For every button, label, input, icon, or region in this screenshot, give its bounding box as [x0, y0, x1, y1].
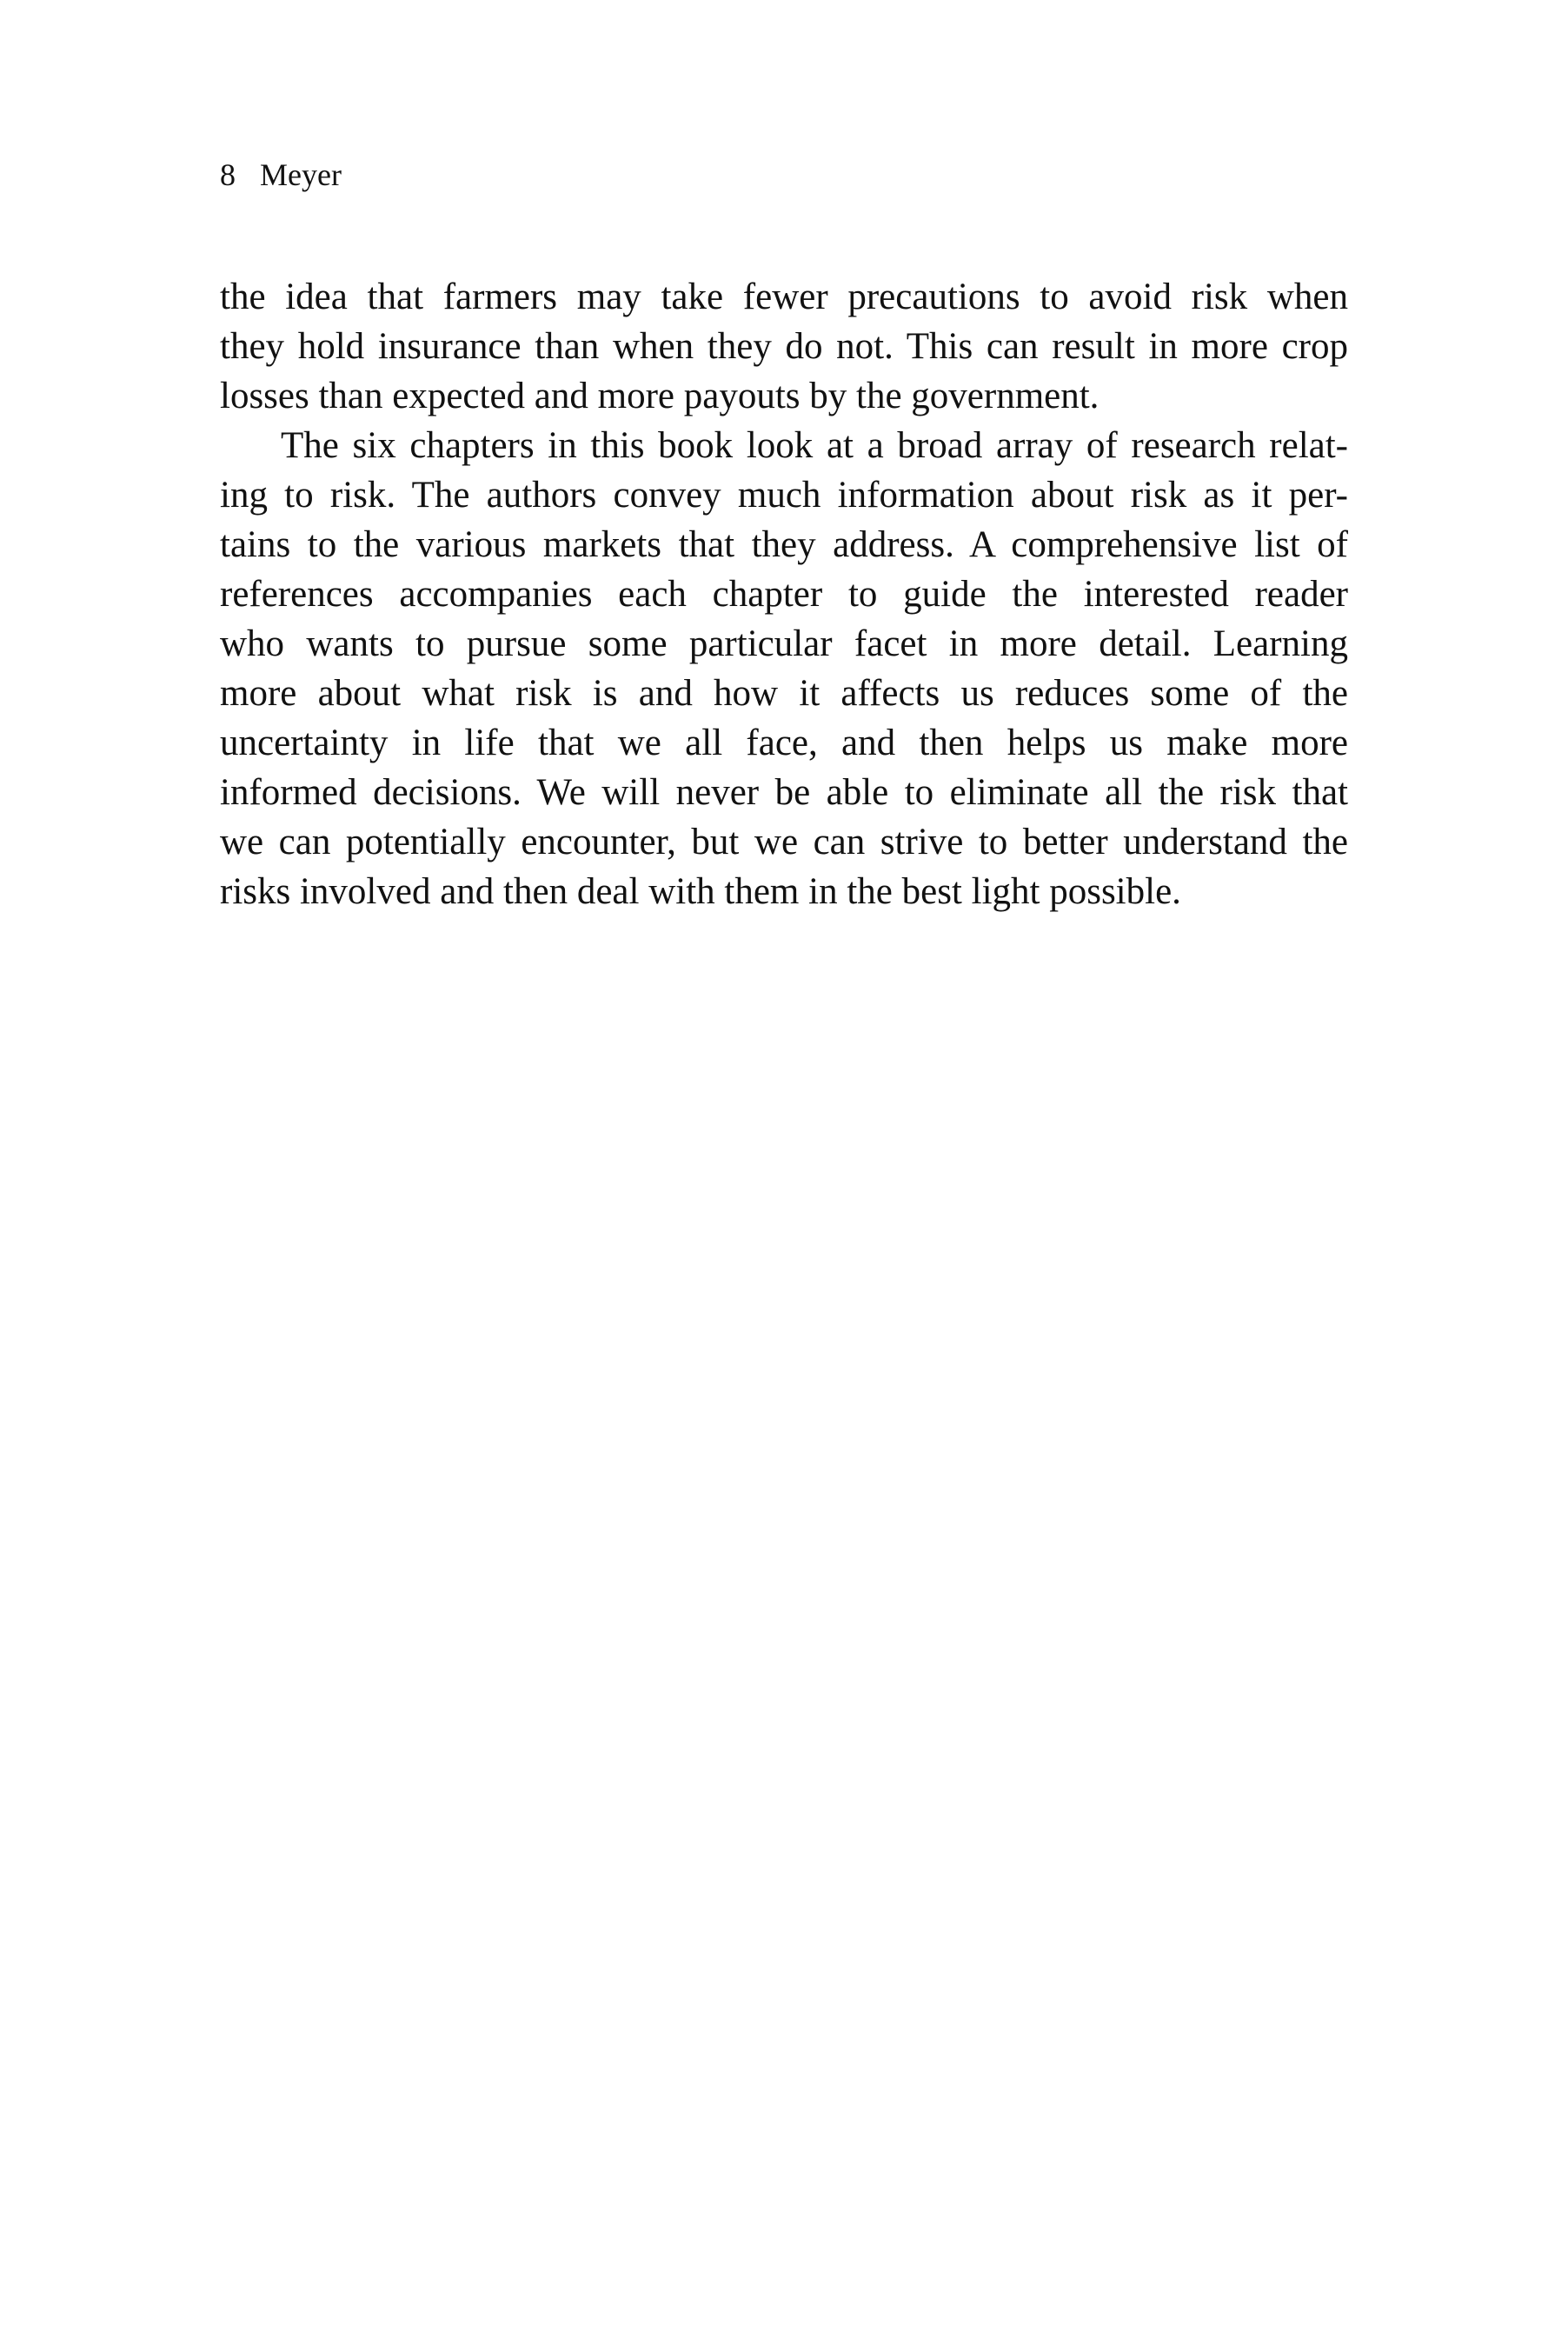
body-text: [220, 272, 1348, 916]
text-line: they hold insurance than when they do not. This can result in more crop: [220, 326, 1348, 367]
text-line: who wants to pursue some particular facet in more detail. Learning: [220, 623, 1348, 664]
text-line: more about what risk is and how it affects us reduces some of the: [220, 673, 1348, 714]
text-line: The six chapters in this book look at a broad array of research relat-: [281, 425, 1348, 466]
text-line: uncertainty in life that we all face, and then helps us make more: [220, 723, 1348, 763]
text-line: informed decisions. We will never be able to eliminate all the risk that: [220, 772, 1348, 813]
text-line: references accompanies each chapter to guide the interested reader: [220, 574, 1348, 615]
paragraph-continuation: [220, 272, 1348, 421]
paragraph-book-overview: [220, 421, 1348, 916]
running-head: [220, 155, 342, 195]
text-line: ing to risk. The authors convey much information about risk as it per-: [220, 475, 1348, 516]
running-title: Meyer: [260, 157, 342, 192]
text-line: risks involved and then deal with them in the best light possible.: [220, 871, 1181, 912]
page-number: 8: [220, 157, 236, 192]
text-line: losses than expected and more payouts by the government.: [220, 376, 1100, 416]
text-line: tains to the various markets that they address. A comprehensive list of: [220, 524, 1348, 565]
text-line: the idea that farmers may take fewer precautions to avoid risk when: [220, 276, 1348, 317]
text-line: we can potentially encounter, but we can strive to better understand the: [220, 822, 1348, 862]
